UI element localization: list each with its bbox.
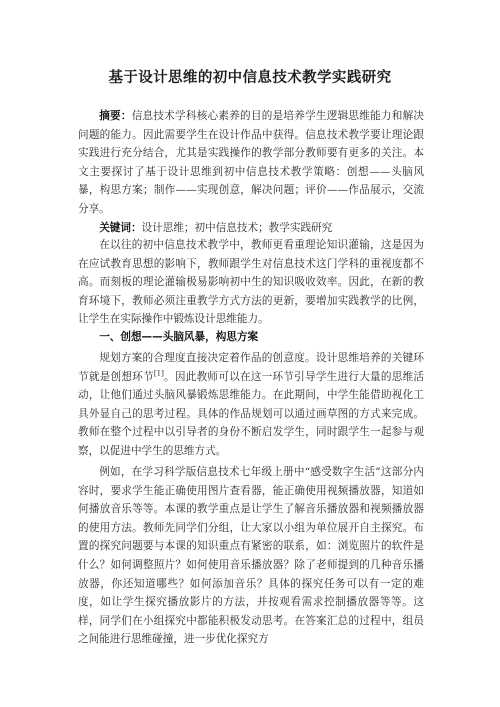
section1-block-2 <box>78 463 424 649</box>
section1-paragraph-2: 例如，在学习科学版信息技术七年级上册中“感受数字生活”这部分内容时，要求学生能正确使用图片查看器，能正确使用视频播放器，知道如何播放音乐等等。本课的教学重点是让学生了解音乐播放器和视频播放器的使用方法。教师先同学们分组，让大家以小组为单位展开自主探究。布置的探究问题要与本课的知识重点有紧密的联系，如：浏览照片的软件是什么？如何调整照片？如何使用音乐播放器？除了老师提到的几种音乐播放器，你还知道哪些？如何添加音乐？具体的探究任务可以有一定的难度，如让学生探究播放影片的方法，并按观看需求控制播放器等等。这样，同学们在小组探究中都能积极发动思考。在答案汇总的过程中，组员之间能进行思维碰撞，进一步优化探究方 <box>78 466 424 646</box>
section1-paragraph-1 <box>78 349 424 461</box>
keywords-text: 设计思维；初中信息技术；教学实践研究 <box>141 221 333 234</box>
section1-p1-text-b: 。因此教师可以在这一环节引导学生进行大量的思维活动，让他们通过头脑风暴锻炼思维能力。在此期间，中学生能借助视化工具外显自己的思考过程。具体的作品规划可以通过画草图的方式来完成。教师在整个过程中以引导者的身份不断启发学生，同时跟学生一起参与观察，以促进中学生的思维方式。 <box>78 370 424 457</box>
intro-paragraph: 在以往的初中信息技术教学中，教师更看重理论知识灌输，这是因为在应试教育思想的影响下，教师跟学生对信息技术这门学科的重视度都不高。而刻板的理论灌输极易影响初中生的知识吸收效率。因此，在新的教育环境下，教师必须注重教学方式方法的更新，要增加实践教学的比例，让学生在实际操作中锻炼设计思维能力。 <box>78 239 424 326</box>
section1-block <box>78 349 424 461</box>
intro-block <box>78 236 424 329</box>
abstract-text: 信息技术学科核心素养的目的是培养学生逻辑思维能力和解决问题的能力。因此需要学生在设计作品中获得。信息技术教学要让理论跟实践进行充分结合，尤其是实践操作的教学部分教师要有更多的关注。本文主要探讨了基于设计思维到初中信息技术教学策略：创想——头脑风暴，构思方案；制作——实现创意，解决问题；评价——作品展示，交流分享。 <box>78 110 425 215</box>
section-heading: 一、创想——头脑风暴，构思方案 <box>99 331 259 343</box>
citation-ref: [1] <box>153 369 164 378</box>
abstract-paragraph <box>78 107 424 219</box>
section1-p1-text-a: 规划方案的合理度直接决定着作品的创意度。设计思维培养的关键环节就是创想环节 <box>78 352 424 383</box>
keywords-paragraph <box>78 219 424 238</box>
keywords-label: 关键词： <box>99 221 142 234</box>
abstract-label: 摘要： <box>99 110 132 122</box>
paper-title: 基于设计思维的初中信息技术教学实践研究 <box>108 70 392 86</box>
abstract-block <box>78 107 424 237</box>
